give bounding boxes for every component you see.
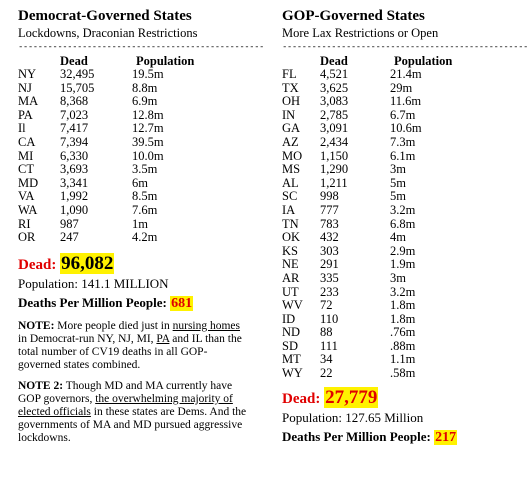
state-cell: UT <box>282 284 299 299</box>
note-1-end: and IL than the total number of CV19 deaths in all GOP-governed states combined. <box>18 332 242 371</box>
dead-cell: 3,341 <box>60 175 89 190</box>
left-dead-total: 96,082 <box>61 252 114 274</box>
population-cell: 29m <box>390 80 413 95</box>
dead-cell: 111 <box>320 338 338 353</box>
state-cell: OH <box>282 94 301 109</box>
dead-cell: 72 <box>320 298 333 313</box>
left-population-line: Population: 141.1 MILLION <box>18 275 169 291</box>
population-cell: 1.8m <box>390 298 416 313</box>
population-cell: 4m <box>390 230 406 245</box>
state-cell: VA <box>18 189 35 204</box>
dead-cell: 987 <box>60 216 79 231</box>
state-cell: MS <box>282 162 301 177</box>
state-cell: CA <box>18 134 36 149</box>
population-cell: 21.4m <box>390 67 422 81</box>
dead-cell: 291 <box>320 257 339 272</box>
right-dead-line <box>282 386 492 408</box>
dead-cell: 432 <box>320 230 339 245</box>
note-1-pa: PA <box>156 332 170 345</box>
left-header-population: Population <box>136 54 195 68</box>
state-cell: OR <box>18 230 36 245</box>
table-row <box>282 367 452 381</box>
population-cell: 39.5m <box>132 134 164 149</box>
population-cell: 10.0m <box>132 148 164 163</box>
table-row <box>282 353 452 367</box>
state-cell: KS <box>282 243 298 258</box>
table-row <box>282 299 452 313</box>
right-table-header <box>282 54 452 68</box>
population-cell: 3.5m <box>132 162 158 177</box>
left-title: Democrat-Governed States <box>18 8 192 24</box>
right-title: GOP-Governed States <box>282 8 425 24</box>
right-table-body <box>282 68 452 381</box>
left-subtitle: Lockdowns, Draconian Restrictions <box>18 26 198 40</box>
state-cell: GA <box>282 121 301 136</box>
state-cell: NE <box>282 257 299 272</box>
population-cell: 5m <box>390 189 406 204</box>
note-2-pre: Though MD and MA currently have GOP governors, <box>18 379 233 405</box>
table-row <box>282 231 452 245</box>
population-cell: 12.8m <box>132 107 164 122</box>
note-1-label: NOTE: <box>18 319 55 332</box>
state-cell: WV <box>282 298 303 313</box>
left-dead-label: Dead: <box>18 256 57 273</box>
dead-cell: 233 <box>320 284 339 299</box>
state-cell: MO <box>282 148 303 163</box>
population-cell: 3m <box>390 270 406 285</box>
note-2-label: NOTE 2: <box>18 379 64 392</box>
right-dead-total: 27,779 <box>325 386 378 408</box>
population-cell: 6.7m <box>390 107 416 122</box>
left-table <box>18 54 194 245</box>
state-cell: Il <box>18 121 26 136</box>
table-row <box>282 95 452 109</box>
right-table <box>282 54 452 381</box>
table-row <box>282 286 452 300</box>
dead-cell: 3,625 <box>320 80 349 95</box>
table-row <box>282 245 452 259</box>
population-cell: 1.9m <box>390 257 416 272</box>
dead-cell: 4,521 <box>320 67 349 81</box>
table-row <box>282 122 452 136</box>
state-cell: SD <box>282 338 298 353</box>
table-row <box>282 272 452 286</box>
dead-cell: 3,693 <box>60 162 89 177</box>
population-cell: 3.2m <box>390 202 416 217</box>
table-row <box>18 122 194 136</box>
dead-cell: 247 <box>60 230 79 245</box>
table-row <box>18 109 194 123</box>
left-dead-line <box>18 252 248 274</box>
dead-cell: 7,394 <box>60 134 89 149</box>
dead-cell: 303 <box>320 243 339 258</box>
state-cell: TX <box>282 80 299 95</box>
table-row <box>18 190 194 204</box>
population-cell: 7.3m <box>390 134 416 149</box>
population-cell: .58m <box>390 366 416 381</box>
population-cell: 6.8m <box>390 216 416 231</box>
dead-cell: 15,705 <box>60 80 95 95</box>
state-cell: OK <box>282 230 301 245</box>
left-dpm-line <box>18 294 248 312</box>
population-cell: 19.5m <box>132 67 164 81</box>
table-row <box>18 150 194 164</box>
population-cell: 5m <box>390 175 406 190</box>
note-1 <box>18 320 248 372</box>
state-cell: NY <box>18 67 37 81</box>
right-dpm-label: Deaths Per Million People: <box>282 428 431 444</box>
population-cell: .88m <box>390 338 416 353</box>
right-subtitle: More Lax Restrictions or Open <box>282 26 439 40</box>
left-header-dead: Dead <box>60 54 88 68</box>
state-cell: SC <box>282 189 298 204</box>
dead-cell: 34 <box>320 352 333 367</box>
right-dpm-line <box>282 428 492 446</box>
dead-cell: 22 <box>320 366 333 381</box>
dead-cell: 110 <box>320 311 339 326</box>
right-header-state <box>282 54 320 68</box>
population-cell: 6.1m <box>390 148 416 163</box>
table-row <box>18 204 194 218</box>
dead-cell: 1,090 <box>60 202 89 217</box>
left-header-state <box>18 54 60 68</box>
dead-cell: 777 <box>320 202 339 217</box>
table-row <box>282 136 452 150</box>
population-cell: 1m <box>132 216 148 231</box>
state-cell: TN <box>282 216 299 231</box>
state-cell: IN <box>282 107 296 122</box>
dead-cell: 1,211 <box>320 175 348 190</box>
state-cell: MD <box>18 175 39 190</box>
note-1-underlined: nursing homes <box>172 319 241 332</box>
state-cell: ND <box>282 325 301 340</box>
state-cell: CT <box>18 162 34 177</box>
table-row <box>18 177 194 191</box>
table-row <box>282 68 452 82</box>
left-dpm-value: 681 <box>171 295 193 311</box>
state-cell: PA <box>18 107 33 122</box>
note-2-post: in these states are Dems. And the governments of MA and MD pursued aggressive lockdowns. <box>18 405 247 444</box>
democrat-column <box>18 8 264 445</box>
dead-cell: 88 <box>320 325 333 340</box>
note-2 <box>18 380 248 445</box>
state-cell: FL <box>282 67 297 81</box>
dead-cell: 2,785 <box>320 107 349 122</box>
table-row <box>18 95 194 109</box>
dead-cell: 2,434 <box>320 134 349 149</box>
state-cell: NJ <box>18 80 32 95</box>
population-cell: 3.2m <box>390 284 416 299</box>
dead-cell: 998 <box>320 189 339 204</box>
table-row <box>18 163 194 177</box>
table-row <box>282 190 452 204</box>
population-cell: 4.2m <box>132 230 158 245</box>
population-cell: 1.8m <box>390 311 416 326</box>
left-table-header <box>18 54 194 68</box>
dead-cell: 8,368 <box>60 94 89 109</box>
table-row <box>18 82 194 96</box>
gop-column <box>282 8 528 446</box>
right-dead-label: Dead: <box>282 390 321 407</box>
population-cell: 6.9m <box>132 94 158 109</box>
table-row <box>282 218 452 232</box>
table-row <box>18 136 194 150</box>
state-cell: MI <box>18 148 34 163</box>
dead-cell: 1,290 <box>320 162 349 177</box>
population-cell: 12.7m <box>132 121 164 136</box>
table-row <box>282 340 452 354</box>
dead-cell: 3,091 <box>320 121 349 136</box>
population-cell: 11.6m <box>390 94 422 109</box>
left-dpm-label: Deaths Per Million People: <box>18 294 167 310</box>
table-row <box>282 313 452 327</box>
state-cell: MA <box>18 94 39 109</box>
table-row <box>282 163 452 177</box>
table-row <box>282 109 452 123</box>
dead-cell: 3,083 <box>320 94 349 109</box>
dead-cell: 1,150 <box>320 148 349 163</box>
population-cell: 1.1m <box>390 352 416 367</box>
state-cell: RI <box>18 216 31 231</box>
state-cell: AL <box>282 175 299 190</box>
table-row <box>18 231 194 245</box>
right-header-population: Population <box>394 54 453 68</box>
population-cell: 7.6m <box>132 202 158 217</box>
population-cell: 2.9m <box>390 243 416 258</box>
right-divider: -------------------------------------------------- <box>282 42 528 52</box>
table-row <box>282 326 452 340</box>
dead-cell: 7,023 <box>60 107 89 122</box>
state-cell: AZ <box>282 134 299 149</box>
table-row <box>282 82 452 96</box>
dead-cell: 6,330 <box>60 148 89 163</box>
population-cell: 3m <box>390 162 406 177</box>
state-cell: WA <box>18 202 38 217</box>
table-row <box>282 177 452 191</box>
note-2-underlined: the overwhelming majority of elected officials <box>18 392 233 418</box>
note-1-pre: More people died just in <box>57 319 170 332</box>
dead-cell: 783 <box>320 216 339 231</box>
left-table-body <box>18 68 194 245</box>
population-cell: 6m <box>132 175 148 190</box>
right-header-dead: Dead <box>320 54 348 68</box>
dead-cell: 335 <box>320 270 339 285</box>
state-cell: WY <box>282 366 303 381</box>
left-divider: -------------------------------------------------- <box>18 42 264 52</box>
state-cell: IA <box>282 202 296 217</box>
population-cell: 8.8m <box>132 80 158 95</box>
state-cell: ID <box>282 311 296 326</box>
table-row <box>18 68 194 82</box>
table-row <box>282 204 452 218</box>
state-cell: AR <box>282 270 300 285</box>
right-dpm-value: 217 <box>435 429 457 445</box>
population-cell: 10.6m <box>390 121 422 136</box>
population-cell: .76m <box>390 325 416 340</box>
dead-cell: 7,417 <box>60 121 89 136</box>
table-row <box>282 150 452 164</box>
dead-cell: 1,992 <box>60 189 89 204</box>
right-population-line: Population: 127.65 Million <box>282 409 424 425</box>
table-row <box>18 218 194 232</box>
dead-cell: 32,495 <box>60 67 95 81</box>
state-cell: MT <box>282 352 301 367</box>
table-row <box>282 258 452 272</box>
population-cell: 8.5m <box>132 189 158 204</box>
note-1-post: in Democrat-run NY, NJ, MI, <box>18 332 154 345</box>
